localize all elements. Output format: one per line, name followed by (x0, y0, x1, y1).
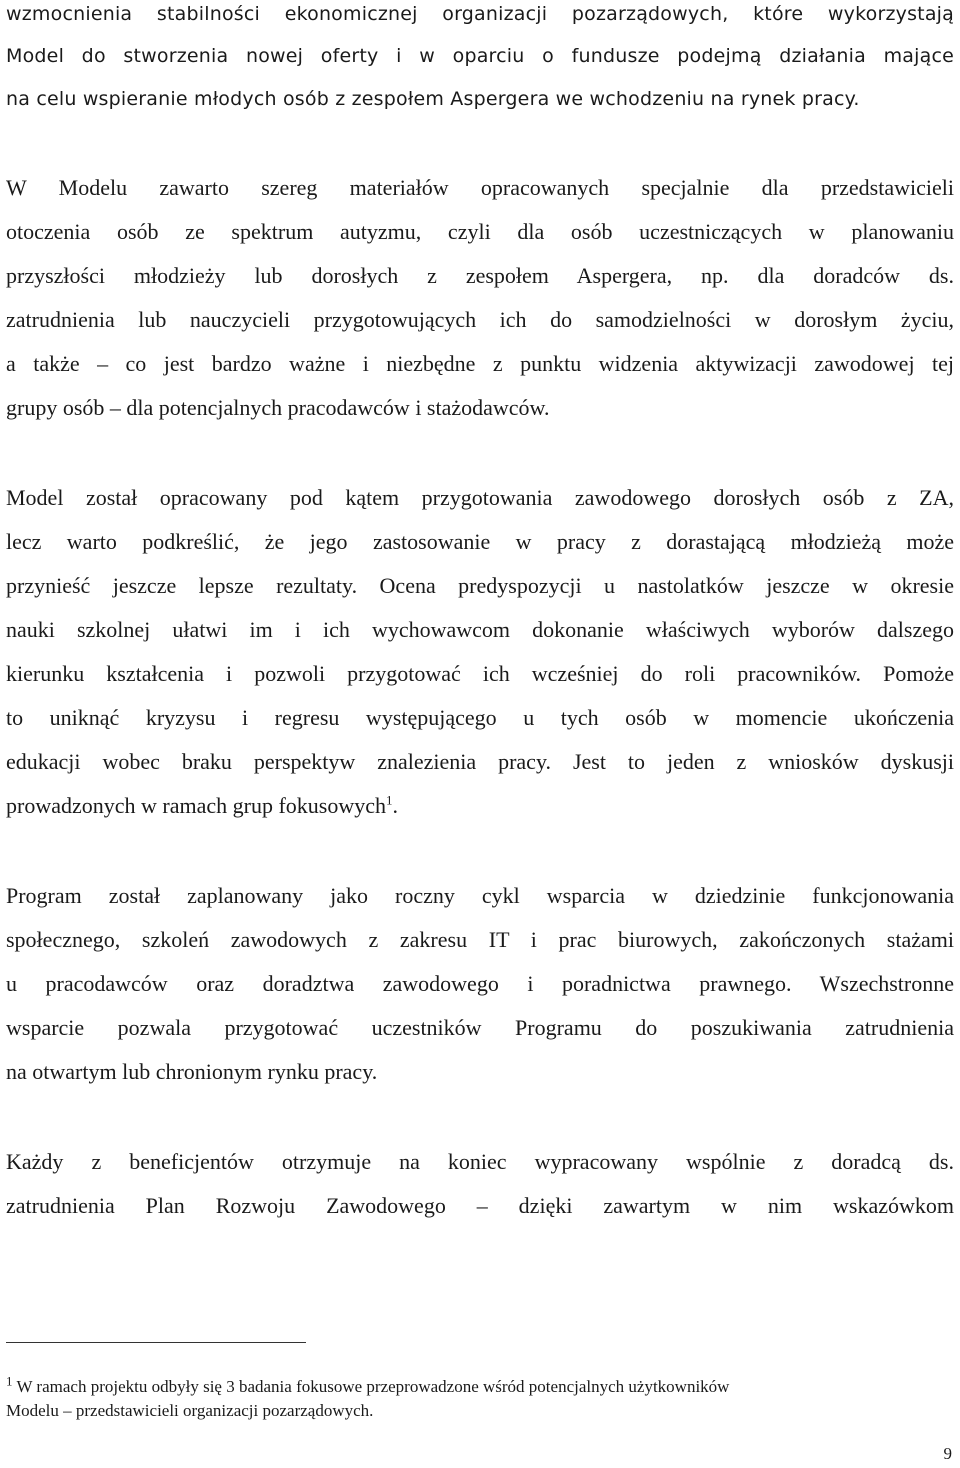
paragraph-3-line-1: Model został opracowany pod kątem przygotowania zawodowego dorosłych osób z ZA, (6, 485, 954, 510)
paragraph-2-line-5: a także – co jest bardzo ważne i niezbędne z punktu widzenia aktywizacji zawodowej tej (6, 351, 954, 376)
paragraph-2-line-6: grupy osób – dla potencjalnych pracodawców i stażodawców. (6, 395, 550, 420)
paragraph-3-line-2: lecz warto podkreślić, że jego zastosowanie w pracy z dorastającą młodzieżą może (6, 529, 954, 554)
paragraph-3-line-4: nauki szkolnej ułatwi im i ich wychowawcom dokonanie właściwych wyborów dalszego (6, 617, 954, 642)
paragraph-2-line-2: otoczenia osób ze spektrum autyzmu, czyli dla osób uczestniczących w planowaniu (6, 219, 954, 244)
paragraph-3-line-8-text: prowadzonych w ramach grup fokusowych (6, 793, 386, 818)
paragraph-3-end-period: . (392, 793, 398, 818)
paragraph-1-line-2: Model do stworzenia nowej oferty i w oparciu o fundusze podejmą działania mające (6, 45, 954, 67)
footnote-number: 1 (6, 1373, 13, 1389)
paragraph-2-line-1: W Modelu zawarto szereg materiałów opracowanych specjalnie dla przedstawicieli (6, 175, 954, 200)
paragraph-3-line-8 (6, 792, 398, 820)
paragraph-4-line-5: na otwartym lub chronionym rynku pracy. (6, 1059, 378, 1084)
page-number: 9 (943, 1444, 952, 1463)
footnote-line-2: Modelu – przedstawicieli organizacji pozarządowych. (6, 1401, 374, 1420)
paragraph-5-line-1: Każdy z beneficjentów otrzymuje na koniec wypracowany wspólnie z doradcą ds. (6, 1149, 954, 1174)
paragraph-3-line-5: kierunku kształcenia i pozwoli przygotować ich wcześniej do roli pracowników. Pomoże (6, 661, 954, 686)
paragraph-5-line-2: zatrudnienia Plan Rozwoju Zawodowego – dzięki zawartym w nim wskazówkom (6, 1193, 954, 1218)
paragraph-1-line-1: wzmocnienia stabilności ekonomicznej organizacji pozarządowych, które wykorzystają (6, 3, 954, 25)
paragraph-3-line-3: przynieść jeszcze lepsze rezultaty. Ocena predyspozycji u nastolatków jeszcze w okresie (6, 573, 954, 598)
footnote-line-1 (6, 1373, 730, 1398)
footnote-reference[interactable]: 1 (386, 792, 393, 808)
paragraph-4-line-4: wsparcie pozwala przygotować uczestników Programu do poszukiwania zatrudnienia (6, 1015, 954, 1040)
paragraph-4-line-2: społecznego, szkoleń zawodowych z zakresu IT i prac biurowych, zakończonych stażami (6, 927, 954, 952)
paragraph-4-line-3: u pracodawców oraz doradztwa zawodowego i poradnictwa prawnego. Wszechstronne (6, 971, 954, 996)
footnote-line-1-text: W ramach projektu odbyły się 3 badania fokusowe przeprowadzone wśród potencjalnych użytkowników (12, 1377, 730, 1396)
paragraph-4-line-1: Program został zaplanowany jako roczny cykl wsparcia w dziedzinie funkcjonowania (6, 883, 954, 908)
paragraph-2-line-4: zatrudnienia lub nauczycieli przygotowujących ich do samodzielności w dorosłym życiu, (6, 307, 954, 332)
paragraph-3-line-6: to uniknąć kryzysu i regresu występującego u tych osób w momencie ukończenia (6, 705, 954, 730)
footnote-separator (6, 1342, 306, 1343)
paragraph-3-line-7: edukacji wobec braku perspektyw znalezienia pracy. Jest to jeden z wniosków dyskusji (6, 749, 954, 774)
paragraph-2-line-3: przyszłości młodzieży lub dorosłych z zespołem Aspergera, np. dla doradców ds. (6, 263, 954, 288)
paragraph-1-line-3: na celu wspieranie młodych osób z zespołem Aspergera we wchodzeniu na rynek pracy. (6, 88, 860, 110)
